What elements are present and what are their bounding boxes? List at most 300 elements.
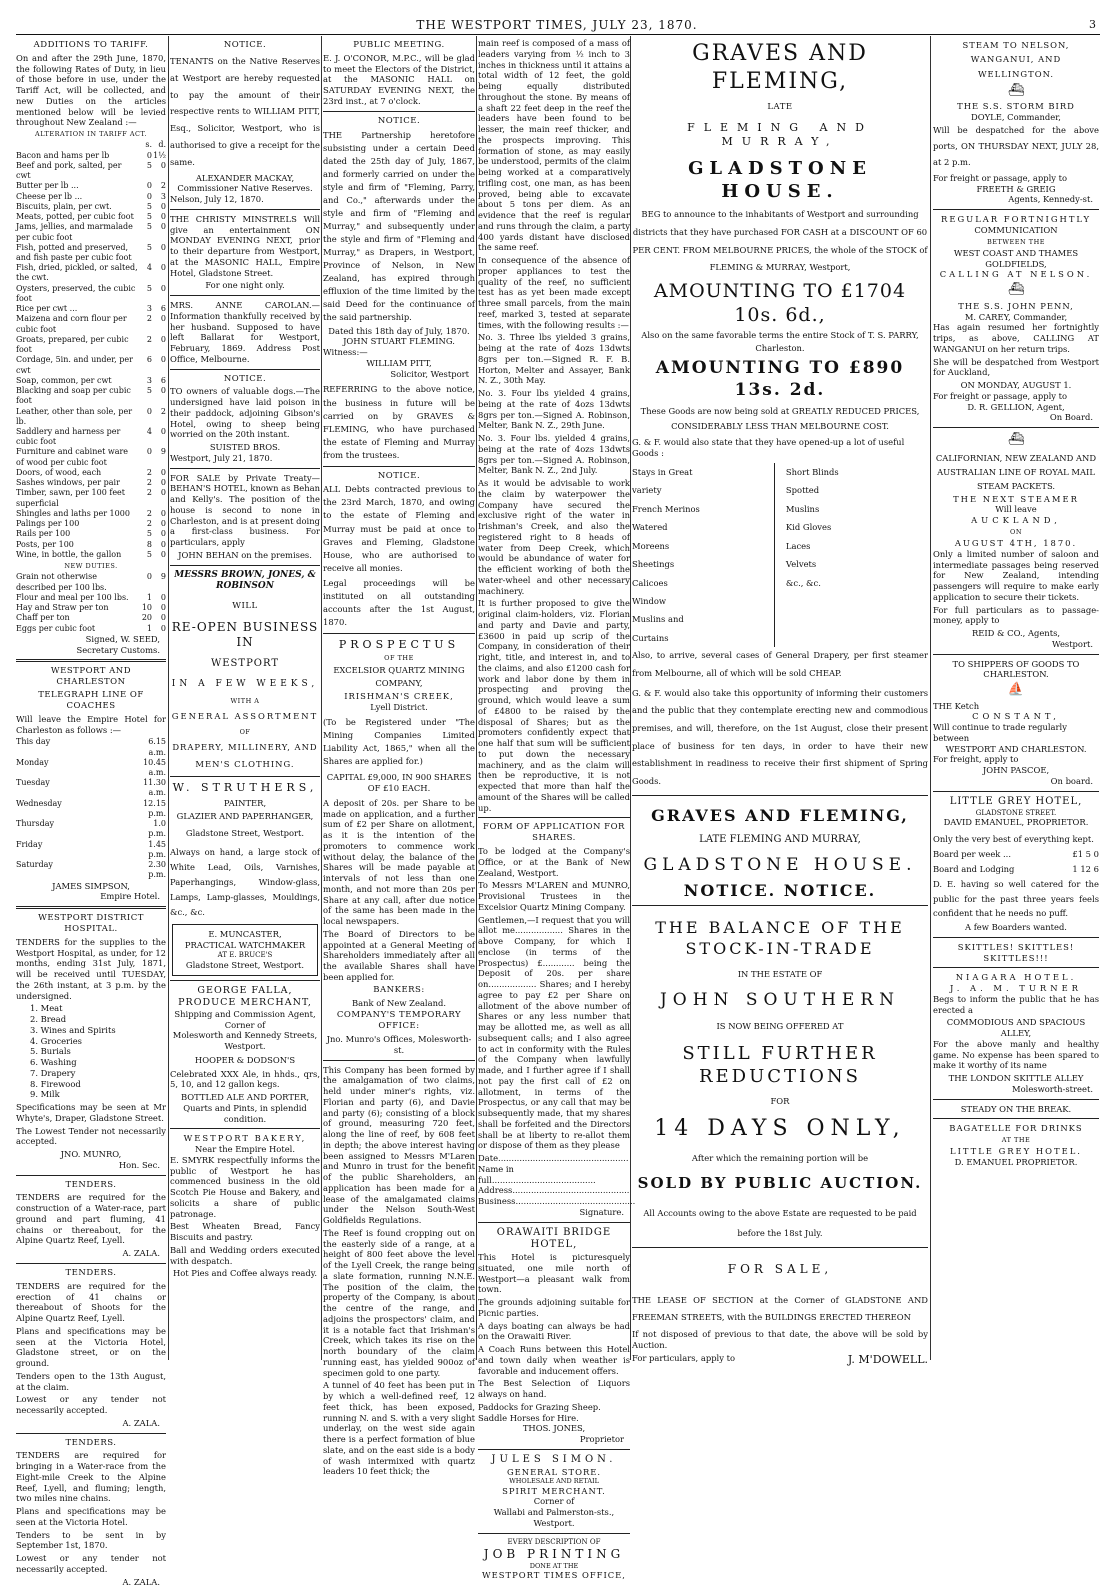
tariff-row (16, 488, 166, 508)
prospectus-location: IRISHMAN'S CREEK, (344, 690, 454, 701)
orawaiti-signature-title: Proprietor (579, 1434, 624, 1445)
carolan-notice: MRS. ANNE CAROLAN.—Information thankfully received by her husband. Supposed to have left Ballarat for Westport, February, 1869. Address Post Office, Melbourne. (170, 300, 320, 364)
falla-hooper: HOOPER & DODSON'S (194, 1054, 296, 1065)
tariff-col-s: s. (145, 140, 152, 150)
goods-list-right (786, 463, 928, 648)
ship-icon: ⛴ (1007, 282, 1025, 298)
for-sale-if: If not disposed of previous to that date, the above will be sold by Auction. (632, 1329, 928, 1350)
little-grey-boarders: A few Boarders wanted. (965, 922, 1067, 933)
prospectus-bankers: BANKERS: (373, 984, 425, 995)
californian-agent: REID & CO., Agents, (971, 628, 1061, 639)
brown-jones-drapery: DRAPERY, MILLINERY, AND (172, 742, 318, 752)
debts-notice-heading: NOTICE. (377, 470, 421, 481)
shippers-body: Will continue to trade regularly between (933, 722, 1067, 743)
application-form-date-field[interactable]: Date................................................. (478, 1153, 629, 1163)
native-reserves-title: Commissioner Native Reserves. (177, 183, 313, 194)
tariff-row-cell: Posts, per 100 (16, 539, 74, 549)
masthead-rule (16, 34, 1100, 35)
tariff-row-cell: Fish, dried, pickled, or salted, the cwt. (16, 263, 138, 283)
graves-fleming-fm: FLEMING AND MURRAY, (687, 121, 873, 149)
graves-fleming-state: G. & F. would also state that they have opened-up a lot of useful Goods : (632, 437, 905, 458)
partnership-witness-name: WILLIAM PITT, (366, 357, 432, 368)
coach-row (16, 758, 166, 778)
tariff-row-cell: Leather, other than sole, per lb. (16, 406, 133, 426)
tariff-row-cell: 6 (160, 304, 166, 314)
graves-fleming-2-notice: NOTICE. NOTICE. (683, 880, 877, 900)
separator (933, 1118, 1099, 1119)
graves-fleming-2-late: LATE FLEMING AND MURRAY, (699, 834, 861, 846)
native-reserves-body: TENANTS on the Native Reserves at Westport are hereby requested to pay the amount of their respective rents to WILLIAM PITT, Esq., Solicitor, Westport, who is authorised to give a receipt for the same. (170, 55, 320, 167)
hospital-item: 5. Burials (30, 1046, 71, 1057)
goods-item: Calicoes (632, 577, 668, 588)
prospectus-deposit: A deposit of 20s. per Share to be made on application, and a further sum of £2 per Share on allotment, as it is the intention of the promoters to commence work without delay, the balance of the Shares will be made payable at intervals of not less than one month, and not more than 20s per Share at any call, after due notice of the same has been made in the local newspapers. (323, 797, 475, 927)
for-sale-footer (632, 1353, 928, 1367)
application-form-address-field[interactable]: Address............................................ (478, 1185, 630, 1196)
tariff-row-cell: 5 (146, 549, 152, 559)
tariff-row-cell: 0 (160, 386, 166, 396)
application-form-business-field[interactable]: Business............................................. (478, 1196, 636, 1206)
tariff-row-cell: 0 (160, 242, 166, 252)
regular-communication: COMMUNICATION (974, 224, 1058, 235)
bakery-best: Best Wheaten Bread, Fancy Biscuits and pastry. (170, 1221, 320, 1243)
tariff-heading: ADDITIONS TO TARIFF. (33, 40, 149, 50)
column-2 (170, 38, 320, 1356)
tenders-1-body: TENDERS are required for the construction of a Water-race, part ground and part fluming, 41 chains or thereabout, for the Alpine Quartz Reef, Lyell. (16, 1192, 166, 1246)
californian-will: Will leave (995, 504, 1037, 515)
native-reserves-date: Nelson, July 12, 1870. (170, 194, 264, 205)
tariff-row-cell: 5 (146, 283, 152, 293)
tariff-row-cell: 0 (146, 191, 152, 201)
partnership-referring: REFERRING to the above notice, the business in future will be carried on by GRAVES & FLEMING, who have purchased the estate of Fleming and Murray from the trustees. (323, 384, 475, 460)
john-penn-date: ON MONDAY, AUGUST 1. (960, 380, 1072, 391)
column-3 (323, 38, 475, 1477)
tariff-row-cell: 0 (160, 508, 166, 518)
tariff-row-cell: Cordage, 5in. and under, per cwt (16, 355, 133, 375)
duty-row-cell: 0 (160, 592, 166, 602)
tariff-row (16, 263, 166, 283)
orawaiti-liquors: The Best Selection of Liquors always on hand. (478, 1378, 630, 1400)
orawaiti-paddocks: Paddocks for Grazing Sheep. (478, 1401, 601, 1412)
hospital-signature: JNO. MUNRO, (60, 1149, 122, 1160)
tariff-row-cell: 3 (146, 304, 152, 314)
falla-ale: Celebrated XXX Ale, in hhds., qrs, 5, 10, and 12 gallon kegs. (170, 1068, 320, 1090)
bakery-near: Near the Empire Hotel. (194, 1144, 296, 1155)
john-penn-freight: For freight or passage, apply to (933, 390, 1068, 401)
for-sale-body: THE LEASE OF SECTION at the Corner of GLADSTONE AND FREEMAN STREETS, with the BUILDINGS ERECTED THEREON (632, 1294, 928, 1323)
tariff-row-cell: 2 (146, 467, 152, 477)
separator (933, 209, 1099, 210)
duty-row (16, 624, 166, 634)
john-penn-commander: M. CAREY, Commander, (964, 311, 1068, 322)
tenders-1-heading: TENDERS. (65, 1179, 117, 1190)
storm-bird-body: Will be despatched for the above ports, ON THURSDAY NEXT, JULY 28, at 2 p.m. (933, 124, 1099, 167)
job-printing-title: JOB PRINTING (483, 1546, 625, 1561)
separator (16, 659, 166, 662)
storm-bird-ship: THE S.S. STORM BIRD (957, 101, 1075, 112)
struthers-trade-2: GLAZIER AND PAPERHANGER, (176, 811, 314, 822)
tariff-row-cell: 0 (160, 212, 166, 222)
prospectus-capital: CAPITAL £9,000, IN 900 SHARES OF £10 EACH. (326, 772, 472, 794)
hospital-items (30, 1003, 166, 1100)
coach-row (16, 799, 166, 819)
coach-subheading: TELEGRAPH LINE OF COACHES (38, 690, 144, 711)
column-divider (630, 36, 631, 1360)
tariff-row-cell: 5 (146, 212, 152, 222)
californian-auckland: AUCKLAND, (971, 515, 1061, 526)
duty-row-cell: Eggs per cubic foot (16, 623, 96, 633)
goods-item: Stays in Great variety (632, 466, 693, 496)
tariff-row-cell: 6 (146, 355, 152, 365)
tariff-row-cell: Rice per cwt ... (16, 304, 78, 314)
separator (323, 1060, 475, 1061)
duty-row (16, 613, 166, 623)
for-sale-apply: For particulars, apply to (632, 1352, 736, 1363)
tariff-row-cell: 2 (160, 181, 166, 191)
application-form-lodged: To be lodged at the Company's Office, or at the Bank of New Zealand, Westport. (478, 846, 630, 878)
struthers-trade: PAINTER, (223, 797, 267, 808)
application-form-name-field[interactable]: Name in full....................................... (478, 1163, 596, 1185)
storm-bird-agent: FREETH & GREIG (976, 183, 1056, 194)
balance-offered: IS NOW BEING OFFERED AT (716, 1021, 844, 1032)
graves-fleming-premises: G. & F. would also take this opportunity of informing their customers and the public that they contemplate erecting new and commodious premises, and will, therefore, on the 1st August, close their present place of business for ten days, in order to have their new establishment in readiness to receive their first shipment of Spring Goods. (632, 687, 928, 786)
bagatelle-at: AT THE (1001, 1136, 1031, 1145)
column-divider (476, 36, 477, 1360)
simon-corner: Corner of (533, 1496, 575, 1507)
hospital-item: 2. Bread (30, 1014, 67, 1025)
behan-sale-body: FOR SALE by Private Treaty—BEHAN'S HOTEL, known as Behan and Kelly's. The position of the house is second to none in Charleston, and is at present doing a first-class business. For particulars, apply (170, 472, 320, 548)
tariff-row-cell: 0 (160, 467, 166, 477)
graves-fleming-amount-1: AMOUNTING TO £1704 10s. 6d., (653, 279, 907, 327)
orawaiti-heading: ORAWAITI BRIDGE HOTEL, (496, 1226, 612, 1251)
separator (170, 369, 320, 370)
job-printing-every: EVERY DESCRIPTION OF (507, 1537, 601, 1546)
goods-list-left (632, 463, 775, 648)
duty-row-cell: 20 (141, 613, 152, 623)
john-penn-agent-place: On Board. (1049, 412, 1093, 423)
coach-row (16, 778, 166, 798)
goods-item: Laces (785, 540, 811, 551)
tenders-3-body: TENDERS are required for bringing in a Water-race from the Eight-mile Creek to the Alpine Reef, Lyell, and fluming; length, two miles nine chains. (16, 1450, 166, 1504)
separator (933, 427, 1099, 428)
job-printing-done: DONE AT THE (529, 1562, 579, 1571)
prospectus-board: The Board of Directors to be appointed at a General Meeting of Shareholders immediately after all the available Shares shall have been applied for. (323, 928, 475, 982)
dogs-notice-body: TO owners of valuable dogs.—The undersigned have laid poison in their paddock, adjoining Gibson's Hotel, owing to sheep being worried on the 20th instant. (170, 386, 320, 440)
coach-row-cell: Wednesday (16, 798, 62, 808)
simon-name: JULES SIMON. (491, 1453, 617, 1465)
john-penn-ship: THE S.S. JOHN PENN, (958, 300, 1074, 311)
tariff-row (16, 407, 166, 427)
struthers-address: Gladstone Street, Westport. (185, 828, 305, 839)
tariff-row-cell: 0 (160, 355, 166, 365)
shippers-route: WESTPORT AND CHARLESTON. (945, 743, 1087, 754)
tariff-row-cell: 0 (160, 283, 166, 293)
graves-fleming-2-title: GRAVES AND FLEMING, (651, 805, 909, 825)
brown-jones-when: IN A FEW WEEKS, (171, 679, 319, 690)
tariff-row-cell: 0 (146, 447, 152, 457)
duty-row-cell: Flour and meal per 100 lbs. (16, 592, 129, 602)
muncaster-trade: PRACTICAL WATCHMAKER (184, 940, 306, 951)
tariff-row-cell: Doors, of wood, each (16, 467, 102, 477)
debts-notice-legal: Legal proceedings will be instituted on all outstanding accounts after the 1st August, 1870. (323, 577, 475, 627)
hospital-item: 9. Milk (30, 1089, 60, 1100)
niagara-street: Molesworth-street. (1012, 1083, 1093, 1094)
hospital-item: 8. Firewood (30, 1078, 81, 1089)
tariff-row (16, 355, 166, 375)
partnership-date: Dated this 18th day of July, 1870. (328, 325, 470, 336)
tenders-2-plans: Plans and specifications may be seen at the Victoria Hotel, Gladstone street, or on the ground. (16, 1325, 166, 1369)
falla-address: Molesworth and Kennedy Streets, Westport. (172, 1030, 318, 1052)
duty-row-cell: Chaff per ton (16, 613, 70, 623)
little-grey-body: Only the very best of everything kept. (933, 834, 1094, 845)
tariff-row-cell: 6 (160, 375, 166, 385)
bagatelle-proprietor: D. EMANUEL PROPRIETOR. (954, 1157, 1078, 1168)
duty-row-cell: 0 (160, 603, 166, 613)
partnership-signature: JOHN STUART FLEMING. (343, 336, 455, 347)
prospectus-formed: This Company has been formed by the amalgamation of two claims, held under miner's rights, viz. Florian and party (6), and Davie and party (6); consisting of a block of ground, measuring 720 feet, along the line of reef, by 608 feet in depth; the above interest having been assigned to Messrs M'Laren and Munro in trust for the benefit of the public Shareholders, an application has been made for a lease of the amalgamated claims under the Nelson South-West Goldfields Regulations. (323, 1064, 475, 1226)
tenders-2-body: TENDERS are required for the erection of 41 chains or thereabout of Shoots for the Alpine Quartz Reef, Lyell. (16, 1280, 166, 1324)
separator (933, 967, 1099, 968)
tariff-row-cell: Wine, in bottle, the gallon (16, 549, 122, 559)
californian-agent-place: Westport. (1052, 638, 1093, 649)
separator (933, 791, 1099, 792)
californian-next: THE NEXT STEAMER (953, 493, 1079, 504)
duty-row-cell: 10 (141, 603, 152, 613)
balance-after: After which the remaining portion will be (691, 1153, 869, 1164)
prospectus-district: Lyell District. (370, 701, 428, 712)
duty-row (16, 593, 166, 603)
separator (632, 1247, 928, 1248)
separator (323, 633, 475, 634)
hospital-item: 3. Wines and Spirits (30, 1024, 116, 1035)
graves-fleming-less: CONSIDERABLY LESS THAN MELBOURNE COST. (671, 421, 889, 432)
new-duties-heading: NEW DUTIES. (64, 562, 118, 571)
tariff-row-cell: Bacon and hams per lb (16, 150, 110, 160)
goods-item: Short Blinds (785, 466, 839, 477)
hospital-lowest: The Lowest Tender not necessarily accepted. (16, 1125, 166, 1147)
tariff-row-cell: Saddlery and harness per cubic foot (16, 427, 121, 447)
tariff-row-cell: 9 (160, 447, 166, 457)
little-grey-lodging (933, 862, 1099, 877)
duty-row-cell: 1 (146, 592, 152, 602)
tariff-row-cell: 0 (146, 150, 152, 160)
tariff-row (16, 529, 166, 539)
balance-name: JOHN SOUTHERN (659, 989, 900, 1010)
coach-row (16, 840, 166, 860)
tariff-row (16, 243, 166, 263)
shippers-agent: JOHN PASCOE, (982, 765, 1050, 776)
little-grey-lodging-price: 1 12 6 (1072, 864, 1099, 875)
tariff-row-cell: 0 (160, 334, 166, 344)
application-form-signature: Signature. (579, 1206, 624, 1217)
behan-sale-signature: JOHN BEHAN on the premises. (178, 549, 312, 560)
niagara-game: For the above manly and healthy game. No expense has been spared to make it worthy of its name (933, 1038, 1099, 1071)
prospectus-waterpower: As it would be advisable to work the claim by waterpower the Company have secured the exclusive right of the water in Irishman's Creek, and also the registered right to 8 heads of water from Deep Creek, which would be abundance of water for the efficient working of both the water-wheel and other necessary machinery. (478, 478, 630, 596)
tariff-row-cell: 0 (160, 549, 166, 559)
duty-row (16, 572, 166, 592)
tariff-row-cell: 2 (146, 478, 152, 488)
for-sale-signature: J. M'DOWELL. (847, 1352, 928, 1366)
separator (478, 1533, 630, 1534)
tariff-row-cell: 0 (160, 263, 166, 273)
prospectus-continued: main reef is composed of a mass of leaders varying from ½ inch to 3 inches in thickness until it attains a total width of 12 feet, the gold being equally distributed throughout the stone. By means of a shaft 22 feet deep in the reef the leaders have been found to be lesser, the main reef thicker, and the prospects improving. This formation of stone, as may easily be understood, permits of the claim being worked at a comparatively trifling cost, one man, as has been proved, being able to excavate about 5 tons per diem. As an evidence that the reef is regular and runs through the claim, a party 400 yards distant have disclosed the same reef. (478, 38, 630, 253)
balance-for: FOR (770, 1096, 790, 1107)
californian-body: Only a limited number of saloon and intermediate passages being reserved for New Zealand, intending passengers will require to make early application to secure their tickets. (933, 548, 1099, 602)
niagara-alley: COMMODIOUS AND SPACIOUS ALLEY, (946, 1017, 1086, 1039)
partnership-heading: NOTICE. (377, 115, 421, 126)
californian-date: AUGUST 4TH, 1870. (954, 538, 1078, 549)
brown-jones-title: MESSRS BROWN, JONES, & ROBINSON (174, 569, 316, 592)
regular-goldfields: WEST COAST AND THAMES GOLDFIELDS, (953, 247, 1079, 269)
masthead-title: THE WESTPORT TIMES, JULY 23, 1870. (416, 18, 698, 32)
separator (478, 1449, 630, 1450)
goods-item: Spotted Muslins (785, 485, 820, 514)
tenders-2-heading: TENDERS. (65, 1267, 117, 1278)
tariff-row-cell: 0 (160, 201, 166, 211)
tariff-row-cell: Maizena and corn flour per cubic foot (16, 314, 127, 334)
bakery-heading: WESTPORT BAKERY, (183, 1133, 307, 1144)
tariff-row-cell: Palings per 100 (16, 519, 80, 529)
hospital-heading: WESTPORT DISTRICT HOSPITAL. (38, 913, 144, 934)
little-grey-proprietor: DAVID EMANUEL, PROPRIETOR. (943, 817, 1089, 828)
graves-fleming-also: Also on the same favorable terms the entire Stock of T. S. PARRY, (641, 329, 919, 340)
tenders-3-plans: Plans and specifications may be seen at the Victoria Hotel. (16, 1506, 166, 1527)
coach-row-cell: Saturday (16, 860, 53, 870)
tenders-3-open: Tenders to be sent in by September 1st, 1870. (16, 1529, 166, 1551)
tariff-row-cell: Meats, potted, per cubic foot (16, 212, 134, 222)
falla-name: GEORGE FALLA, PRODUCE MERCHANT, (178, 984, 312, 1008)
orawaiti-body: This Hotel is picturesquely situated, one mile north of Westport—a pleasant walk from town. (478, 1252, 630, 1295)
goods-item: Watered Moreens (632, 522, 670, 551)
tariff-row (16, 447, 166, 467)
duty-row-cell: 1 (146, 623, 152, 633)
tariff-row-cell: 5 (146, 529, 152, 539)
coach-signature-place: Empire Hotel. (100, 891, 160, 902)
new-duties-table (16, 572, 166, 633)
tariff-row-cell: 2 (146, 508, 152, 518)
graves-fleming-charleston: Charleston. (755, 343, 805, 354)
niagara-london: THE LONDON SKITTLE ALLEY (948, 1073, 1084, 1084)
orawaiti-saddle: Saddle Horses for Hire. (478, 1412, 579, 1423)
tariff-row-cell: Rails per 100 (16, 529, 71, 539)
tariff-row-cell: 5 (146, 201, 152, 211)
little-grey-board-label: Board per week ... (933, 848, 1012, 859)
orawaiti-grounds: The grounds adjoining suitable for Picnic parties. (478, 1297, 630, 1318)
assay-1: No. 3. Three lbs yielded 3 grains, being at the rate of 4ozs 13dwts 8grs per ton.—Signed R. F. B. Horton, Melter and Assayer, Bank N. Z., 30th May. (478, 332, 630, 386)
tariff-row (16, 519, 166, 529)
separator (170, 468, 320, 469)
goods-list (632, 463, 928, 648)
regular-heading: REGULAR FORTNIGHTLY (941, 214, 1091, 225)
tariff-row-cell: 2 (160, 406, 166, 416)
tariff-row-cell: 0 (146, 181, 152, 191)
tariff-row-cell: Soap, common, per cwt (16, 375, 112, 385)
storm-bird-freight: For freight or passage, apply to (933, 172, 1068, 183)
public-meeting-body: E. J. O'CONOR, M.P.C., will be glad to meet the Electors of the District, at the MASONIC HALL on SATURDAY EVENING NEXT, the 23rd inst., at 7 o'clock. (323, 52, 475, 106)
brown-jones-reopen: RE-OPEN BUSINESS IN (171, 619, 319, 649)
storm-bird-agent-address: Agents, Kennedy-st. (1008, 194, 1093, 205)
muncaster-box (172, 924, 318, 975)
little-grey-street: GLADSTONE STREET. (975, 808, 1057, 817)
tariff-row-cell: Timber, sawn, per 100 feet superficial (16, 488, 126, 508)
separator (170, 209, 320, 210)
partnership-body: THE Partnership heretofore subsisting under a certain Deed dated the 25th day of July, 1867, and formerly carried on under the style and firm of "Fleming, Parry, and Co.," afterwards under the style and firm of "Fleming and Murray," and subsequently under the style and firm of "Fleming and Murray," as Drapers, in Westport, Province of Nelson, in New Zealand, has expired through effluxion of the time limited by the said Deed for the continuance of the said partnership. (323, 129, 475, 322)
tariff-row (16, 161, 166, 181)
californian-heading: CALIFORNIAN, NEW ZEALAND AND AUSTRALIAN LINE OF ROYAL MAIL STEAM PACKETS. (935, 452, 1097, 492)
bakery-ball: Ball and Wedding orders executed with despatch. (170, 1244, 320, 1266)
native-reserves-heading: NOTICE. (223, 40, 267, 50)
tariff-row-cell: Beef and pork, salted, per cwt (16, 160, 122, 181)
tariff-row-cell: 1½ (153, 150, 166, 160)
little-grey-catered: D. E. having so well catered for the public for the past three years feels confident that he needs no puff. (933, 879, 1099, 918)
tariff-subheading: ALTERATION IN TARIFF ACT. (35, 130, 147, 139)
john-penn-body: Has again resumed her fortnightly trips, as above, CALLING AT WANGANUI on her return trips. (933, 322, 1099, 354)
bakery-pies: Hot Pies and Coffee always ready. (172, 1268, 318, 1279)
tariff-row-cell: 0 (160, 519, 166, 529)
niagara-heading: NIAGARA HOTEL. (955, 972, 1077, 983)
tariff-row-cell: 0 (160, 488, 166, 498)
regular-between: BETWEEN THE (986, 237, 1046, 246)
shippers-name: CONSTANT, (972, 711, 1060, 722)
masthead (0, 18, 1114, 34)
duty-row-cell: 0 (160, 623, 166, 633)
dogs-notice-heading: NOTICE. (223, 373, 267, 384)
separator (478, 817, 630, 818)
prospectus-heading: PROSPECTUS (338, 637, 460, 651)
tariff-row-cell: 5 (146, 242, 152, 252)
balance-days: 14 DAYS ONLY, (654, 1116, 906, 1142)
brown-jones-assortment: GENERAL ASSORTMENT (171, 710, 319, 721)
tariff-row-cell: 4 (146, 427, 152, 436)
separator (170, 565, 320, 566)
balance-estate: IN THE ESTATE OF (737, 968, 823, 979)
coach-row-cell: Friday (16, 839, 43, 849)
tariff-row (16, 478, 166, 488)
tariff-row (16, 284, 166, 304)
prospectus-of: OF THE (384, 653, 414, 662)
brown-jones-mens: MEN'S CLOTHING. (195, 758, 295, 769)
brown-jones-of: OF (239, 727, 251, 736)
californian-full: For full particulars as to passage-money, apply to (933, 604, 1099, 626)
goods-item: French Merinos (632, 503, 700, 514)
duty-row-cell: Grain not otherwise described per 100 lbs. (16, 572, 107, 592)
separator (632, 795, 928, 796)
steam-heading: STEAM TO NELSON, WANGANUI, AND WELLINGTON. (962, 40, 1070, 79)
goods-item: &c., &c. (785, 577, 821, 588)
tariff-row-cell: 2 (146, 334, 152, 344)
tenders-1-signature: A. ZALA. (122, 1248, 160, 1259)
tariff-row-cell: 0 (160, 160, 166, 170)
tariff-row-cell: 5 (146, 222, 152, 232)
tariff-row-cell: Fish, potted and preserved, and fish paste per cubic foot (16, 242, 132, 263)
prospectus-registration: (To be Registered under "The Mining Companies Limited Liability Act, 1865," when all the Shares are applied for.) (323, 717, 475, 767)
separator (170, 980, 320, 981)
column-divider (321, 36, 322, 1360)
separator (16, 1433, 166, 1434)
graves-fleming-announce: BEG to announce to the inhabitants of Westport and surrounding districts that they have purchased FOR CASH at a DISCOUNT OF 60 PER CENT. FROM MELBOURNE PRICES, the whole of the STOCK of FLEMING & MURRAY, Westport, (632, 209, 928, 273)
tariff-row (16, 212, 166, 222)
coach-row (16, 819, 166, 839)
page-number: 3 (1089, 18, 1096, 31)
public-meeting-heading: PUBLIC MEETING. (353, 40, 445, 50)
tariff-row (16, 181, 166, 191)
duty-row-cell: 0 (146, 572, 152, 582)
tariff-row-cell: 5 (146, 386, 152, 396)
coach-row-cell: 1.45 p.m. (148, 839, 166, 859)
struthers-body: Always on hand, a large stock of White Lead, Oils, Varnishes, Paperhangings, Window-glass, Lamps, Lamp-glasses, Mouldings, &c., &c. (170, 846, 320, 918)
ship-icon: ⛴ (1007, 82, 1025, 98)
brown-jones-place: WESTPORT (210, 658, 280, 670)
tariff-col-d: d. (158, 140, 166, 150)
